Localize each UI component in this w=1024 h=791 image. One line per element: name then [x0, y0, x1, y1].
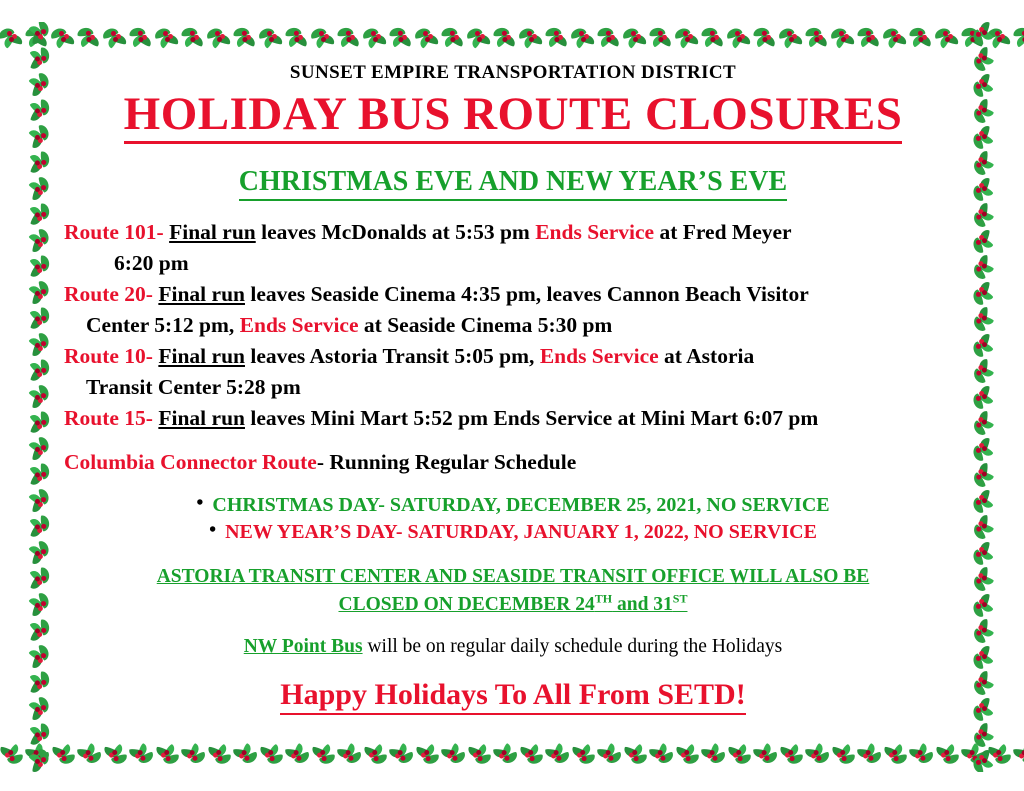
holly-sprig-icon	[969, 228, 996, 255]
holly-sprig-icon	[967, 252, 997, 282]
holly-sprig-icon	[27, 384, 54, 411]
holly-sprig-icon	[361, 741, 390, 770]
holly-sprig-icon	[50, 24, 76, 50]
holly-sprig-icon	[385, 22, 417, 53]
columbia-connector-row	[64, 450, 966, 475]
holly-sprig-icon	[309, 741, 338, 770]
nw-point-bus-label: NW Point Bus	[243, 636, 363, 658]
closing-wrap	[60, 658, 966, 715]
holly-sprig-icon	[27, 540, 54, 567]
holly-sprig-icon	[24, 511, 56, 543]
holly-sprig-icon	[969, 540, 996, 567]
holly-sprig-icon	[517, 741, 546, 770]
holly-sprig-icon	[24, 199, 56, 231]
holly-sprig-icon	[967, 44, 997, 74]
closure-note-line-2-pre: CLOSED ON DECEMBER 24	[338, 593, 595, 615]
holly-sprig-icon	[438, 740, 467, 769]
holly-sprig-icon	[957, 22, 989, 53]
holly-sprig-icon	[22, 740, 51, 769]
holly-sprig-icon	[853, 22, 885, 53]
holly-sprig-icon	[881, 741, 910, 770]
final-run-label: Final run	[158, 282, 245, 307]
route-text: leaves Seaside Cinema 4:35 pm, leaves Cannon Beach Visitor	[244, 282, 809, 307]
holly-sprig-icon	[986, 24, 1012, 50]
holly-sprig-icon	[101, 741, 130, 770]
holly-sprig-icon	[854, 740, 883, 769]
holly-sprig-icon	[967, 564, 997, 594]
subtitle: CHRISTMAS EVE AND NEW YEAR’S EVE	[239, 166, 787, 201]
route-text: leaves Mini Mart 5:52 pm Ends Service at Mini Mart 6:07 pm	[244, 406, 819, 431]
page-title: HOLIDAY BUS ROUTE CLOSURES	[124, 90, 903, 144]
nw-point-bus-note	[60, 636, 966, 658]
holly-sprig-icon	[21, 22, 53, 53]
office-closure-note	[123, 564, 903, 618]
route-list	[60, 217, 966, 434]
holly-sprig-icon	[282, 740, 311, 769]
route-text: leaves Astoria Transit 5:05 pm,	[244, 344, 540, 369]
holly-sprig-icon	[74, 740, 103, 769]
holly-sprig-icon	[310, 24, 336, 50]
route-second-line: 6:20 pm	[114, 250, 189, 275]
holly-sprig-icon	[24, 43, 56, 75]
holly-sprig-icon	[27, 124, 54, 151]
holly-sprig-icon	[569, 741, 598, 770]
holly-sprig-icon	[49, 741, 78, 770]
holly-sprig-icon	[177, 22, 209, 53]
route-row	[60, 403, 966, 434]
holly-sprig-icon	[967, 408, 997, 438]
final-run-label: Final run	[169, 220, 256, 245]
holly-sprig-icon	[281, 22, 313, 53]
no-service-list	[60, 493, 966, 544]
holly-sprig-icon	[465, 741, 494, 770]
holly-sprig-icon	[967, 616, 997, 646]
holly-sprig-icon	[969, 332, 996, 359]
holly-sprig-icon	[0, 24, 24, 50]
ends-service-label: Ends Service	[239, 312, 359, 337]
holly-sprig-icon	[570, 24, 596, 50]
holly-sprig-icon	[334, 740, 363, 769]
holly-sprig-icon	[969, 22, 996, 46]
holly-sprig-icon	[985, 741, 1014, 770]
holly-sprig-icon	[622, 24, 648, 50]
nw-point-bus-text: will be on regular daily schedule during the Holidays	[362, 636, 783, 658]
holly-sprig-icon	[542, 740, 571, 769]
holly-sprig-icon	[466, 24, 492, 50]
holly-sprig-icon	[725, 741, 754, 770]
holly-sprig-icon	[362, 24, 388, 50]
organization-name: SUNSET EMPIRE TRANSPORTATION DISTRICT	[289, 62, 737, 83]
holly-sprig-icon	[27, 72, 54, 99]
holly-sprig-icon	[27, 592, 54, 619]
holly-sprig-icon	[126, 740, 155, 769]
holly-sprig-icon	[829, 741, 858, 770]
holly-sprig-icon	[750, 740, 779, 769]
holly-sprig-icon	[102, 24, 128, 50]
holly-sprig-icon	[969, 592, 996, 619]
route-text: leaves McDonalds at 5:53 pm	[255, 220, 536, 245]
holly-sprig-icon	[934, 24, 960, 50]
subtitle-wrap	[60, 144, 966, 201]
columbia-connector-label: Columbia Connector Route	[64, 449, 317, 474]
holly-sprig-icon	[673, 741, 702, 770]
holly-sprig-icon	[967, 512, 997, 542]
holly-sprig-icon	[967, 668, 997, 698]
holly-sprig-icon	[490, 740, 519, 769]
holly-sprig-icon	[969, 280, 996, 307]
holly-sprig-icon	[967, 356, 997, 386]
holly-sprig-icon	[969, 436, 996, 463]
route-text-tail: at Astoria	[658, 344, 755, 369]
final-run-label: Final run	[158, 344, 245, 369]
route-second-line	[64, 310, 966, 341]
route-row	[60, 341, 966, 402]
holly-sprig-icon	[621, 741, 650, 770]
route-second-line: Transit Center 5:28 pm	[86, 374, 301, 399]
closure-note-line-1: ASTORIA TRANSIT CENTER AND SEASIDE TRANSIT OFFICE WILL ALSO BE	[156, 565, 870, 587]
holly-sprig-icon	[697, 22, 729, 53]
holly-sprig-icon	[27, 332, 54, 359]
holly-sprig-icon	[27, 748, 54, 772]
holly-sprig-icon	[27, 436, 54, 463]
holly-sprig-icon	[386, 740, 415, 769]
list-item	[60, 520, 966, 544]
holly-sprig-icon	[27, 22, 54, 46]
columbia-connector-text: - Running Regular Schedule	[316, 449, 577, 474]
holly-sprig-icon	[674, 24, 700, 50]
holly-sprig-icon	[27, 280, 54, 307]
holly-sprig-icon	[24, 719, 56, 751]
holly-sprig-icon	[24, 407, 56, 439]
holly-sprig-icon	[969, 384, 996, 411]
holly-sprig-icon	[24, 667, 56, 699]
holly-sprig-icon	[27, 696, 54, 723]
holly-sprig-icon	[969, 696, 996, 723]
route-second-line-post: at Seaside Cinema 5:30 pm	[358, 312, 613, 337]
closure-note-line-2-mid: and 31	[612, 593, 673, 615]
holly-sprig-icon	[967, 200, 997, 230]
route-label: Route 15-	[64, 406, 153, 431]
ends-service-label: Ends Service	[539, 344, 659, 369]
route-text-tail: at Fred Meyer	[654, 220, 792, 245]
holly-sprig-icon	[333, 22, 365, 53]
route-label: Route 101-	[64, 220, 164, 245]
bullet-dot-icon: •	[209, 518, 217, 541]
poster-content	[60, 62, 966, 715]
route-row	[60, 217, 966, 278]
holly-sprig-icon	[726, 24, 752, 50]
final-run-label: Final run	[158, 406, 245, 431]
route-label: Route 20-	[64, 282, 153, 307]
holly-sprig-icon	[24, 147, 56, 179]
ordinal-suffix-24: TH	[594, 591, 613, 606]
holly-sprig-icon	[967, 148, 997, 178]
holly-sprig-icon	[830, 24, 856, 50]
holly-sprig-icon	[1010, 740, 1024, 769]
holly-sprig-icon	[257, 741, 286, 770]
holly-sprig-icon	[645, 22, 677, 53]
holly-sprig-icon	[777, 741, 806, 770]
holly-sprig-icon	[905, 22, 937, 53]
ordinal-suffix-31: ST	[672, 591, 688, 606]
holly-sprig-icon	[229, 22, 261, 53]
holly-sprig-icon	[24, 251, 56, 283]
holly-sprig-icon	[24, 303, 56, 335]
holly-sprig-icon	[27, 644, 54, 671]
holly-sprig-icon	[24, 459, 56, 491]
holly-sprig-icon	[969, 748, 996, 772]
holly-sprig-icon	[24, 615, 56, 647]
holly-sprig-icon	[154, 24, 180, 50]
closure-note-line-2	[338, 591, 688, 615]
holly-sprig-icon	[593, 22, 625, 53]
holly-sprig-icon	[24, 95, 56, 127]
holly-sprig-icon	[1009, 22, 1024, 53]
route-second-line-pre: Center 5:12 pm,	[86, 312, 240, 337]
holly-sprig-icon	[778, 24, 804, 50]
holly-sprig-icon	[206, 24, 232, 50]
holly-sprig-icon	[24, 563, 56, 595]
list-item	[60, 493, 966, 517]
holly-sprig-icon	[906, 740, 935, 769]
holly-sprig-icon	[967, 304, 997, 334]
holly-sprig-icon	[413, 741, 442, 770]
happy-holidays-message: Happy Holidays To All From SETD!	[280, 678, 745, 715]
holly-sprig-icon	[258, 24, 284, 50]
holly-sprig-icon	[414, 24, 440, 50]
holly-sprig-icon	[437, 22, 469, 53]
ends-service-label: Ends Service	[535, 220, 655, 245]
holly-sprig-icon	[153, 741, 182, 770]
holly-sprig-icon	[489, 22, 521, 53]
holly-sprig-icon	[24, 355, 56, 387]
holly-sprig-icon	[933, 741, 962, 770]
holly-sprig-icon	[0, 741, 25, 770]
holly-sprig-icon	[698, 740, 727, 769]
holly-sprig-icon	[125, 22, 157, 53]
holly-sprig-icon	[967, 96, 997, 126]
holly-sprig-icon	[594, 740, 623, 769]
route-label: Route 10-	[64, 344, 153, 369]
holly-sprig-icon	[969, 488, 996, 515]
border-left	[24, 22, 58, 772]
holly-sprig-icon	[27, 488, 54, 515]
holly-sprig-icon	[958, 740, 987, 769]
holly-sprig-icon	[969, 124, 996, 151]
holly-sprig-icon	[205, 741, 234, 770]
main-title-wrap	[60, 88, 966, 144]
holly-sprig-icon	[73, 22, 105, 53]
holly-sprig-icon	[749, 22, 781, 53]
holly-sprig-icon	[541, 22, 573, 53]
border-right	[966, 22, 1000, 772]
list-item-label: CHRISTMAS DAY- SATURDAY, DECEMBER 25, 2021, NO SERVICE	[212, 493, 830, 516]
holly-sprig-icon	[178, 740, 207, 769]
holly-sprig-icon	[646, 740, 675, 769]
holly-sprig-icon	[969, 72, 996, 99]
holly-sprig-icon	[27, 228, 54, 255]
bullet-dot-icon: •	[196, 491, 204, 514]
holly-sprig-icon	[230, 740, 259, 769]
holly-sprig-icon	[802, 740, 831, 769]
holly-sprig-icon	[967, 720, 997, 750]
holly-sprig-icon	[518, 24, 544, 50]
holly-sprig-icon	[969, 644, 996, 671]
holly-sprig-icon	[27, 176, 54, 203]
holly-sprig-icon	[801, 22, 833, 53]
list-item-label: NEW YEAR’S DAY- SATURDAY, JANUARY 1, 2022, NO SERVICE	[225, 520, 817, 543]
holly-sprig-icon	[882, 24, 908, 50]
border-top	[0, 22, 1024, 56]
border-bottom	[0, 738, 1024, 772]
route-row	[60, 279, 966, 340]
holly-sprig-icon	[967, 460, 997, 490]
holly-sprig-icon	[969, 176, 996, 203]
